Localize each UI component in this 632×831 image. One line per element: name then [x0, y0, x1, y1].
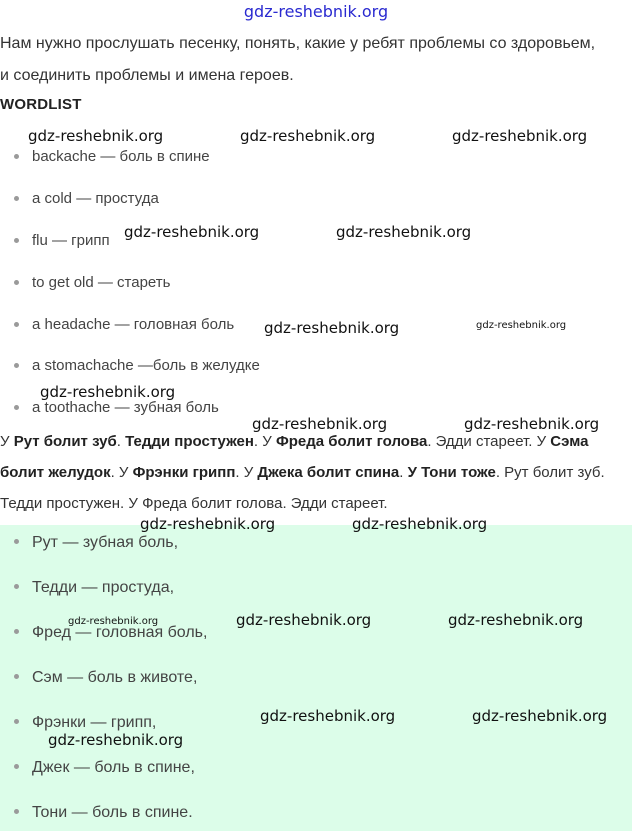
watermark: gdz-reshebnik.org [140, 515, 276, 533]
answer-item: Тони — боль в спине. [14, 804, 193, 822]
answer-item: Фрэнки — грипп, [14, 714, 156, 732]
answer-item: Рут — зубная боль, [14, 534, 178, 552]
bullet-icon [14, 539, 19, 544]
site-watermark-header: gdz-reshebnik.org [243, 2, 389, 21]
watermark: gdz-reshebnik.org [40, 383, 176, 401]
intro-paragraph: Нам нужно прослушать песенку, понять, какие у ребят проблемы со здоровьем, и соединить проблемы и имена героев. [0, 35, 596, 84]
bullet-icon [14, 719, 19, 724]
highlight-text: Рут болит зуб [13, 433, 117, 450]
watermark: gdz-reshebnik.org [452, 127, 588, 145]
bullet-icon [14, 809, 19, 814]
bullet-icon [14, 584, 19, 589]
list-item: a headache — головная боль [14, 316, 234, 333]
highlight-text: Сэма болит желудок [0, 433, 589, 481]
list-item: a toothache — зубная боль [14, 399, 219, 416]
list-item: to get old — стареть [14, 274, 170, 291]
watermark: gdz-reshebnik.org [352, 515, 488, 533]
wordlist-heading: WORDLIST [0, 96, 82, 113]
watermark: gdz-reshebnik.org [264, 319, 400, 337]
watermark: gdz-reshebnik.org [448, 611, 584, 629]
bullet-icon [14, 238, 19, 243]
list-item: flu — грипп [14, 232, 110, 249]
bullet-icon [14, 363, 19, 368]
watermark: gdz-reshebnik.org [124, 223, 260, 241]
watermark: gdz-reshebnik.org [48, 731, 184, 749]
watermark: gdz-reshebnik.org [464, 415, 600, 433]
bullet-icon [14, 629, 19, 634]
highlight-text: Джека болит спина [257, 464, 400, 481]
answer-item: Тедди — простуда, [14, 579, 174, 597]
watermark: gdz-reshebnik.org [252, 415, 388, 433]
highlight-text: Тедди простужен [125, 433, 254, 450]
bullet-icon [14, 674, 19, 679]
watermark: gdz-reshebnik.org [240, 127, 376, 145]
watermark: gdz-reshebnik.org [236, 611, 372, 629]
list-item: backache — боль в спине [14, 148, 210, 165]
answer-item: Джек — боль в спине, [14, 759, 195, 777]
bullet-icon [14, 764, 19, 769]
watermark: gdz-reshebnik.org [68, 616, 159, 627]
highlight-text: Фрэнки грипп [132, 464, 236, 481]
bullet-icon [14, 322, 19, 327]
answer-item: Сэм — боль в животе, [14, 669, 197, 687]
bullet-icon [14, 154, 19, 159]
watermark: gdz-reshebnik.org [472, 707, 608, 725]
highlight-text: Фреда болит голова [275, 433, 428, 450]
watermark: gdz-reshebnik.org [28, 127, 164, 145]
answer-item: Фред — головная боль, [14, 624, 207, 642]
watermark: gdz-reshebnik.org [336, 223, 472, 241]
summary-paragraph: У Рут болит зуб. Тедди простужен. У Фреда болит голова. Эдди стареет. У Сэма болит желудок. У Фрэнки грипп. У Джека болит спина. У Тони тоже. Рут болит зуб. Тедди простужен. У Фреда болит голова. Эдди стареет. [0, 433, 605, 512]
list-item: a stomachache —боль в желудке [14, 357, 260, 374]
watermark: gdz-reshebnik.org [260, 707, 396, 725]
bullet-icon [14, 196, 19, 201]
bullet-icon [14, 280, 19, 285]
bullet-icon [14, 405, 19, 410]
highlight-text: У Тони тоже [407, 464, 496, 481]
list-item: a cold — простуда [14, 190, 159, 207]
watermark: gdz-reshebnik.org [476, 320, 567, 331]
answer-box [0, 525, 632, 831]
